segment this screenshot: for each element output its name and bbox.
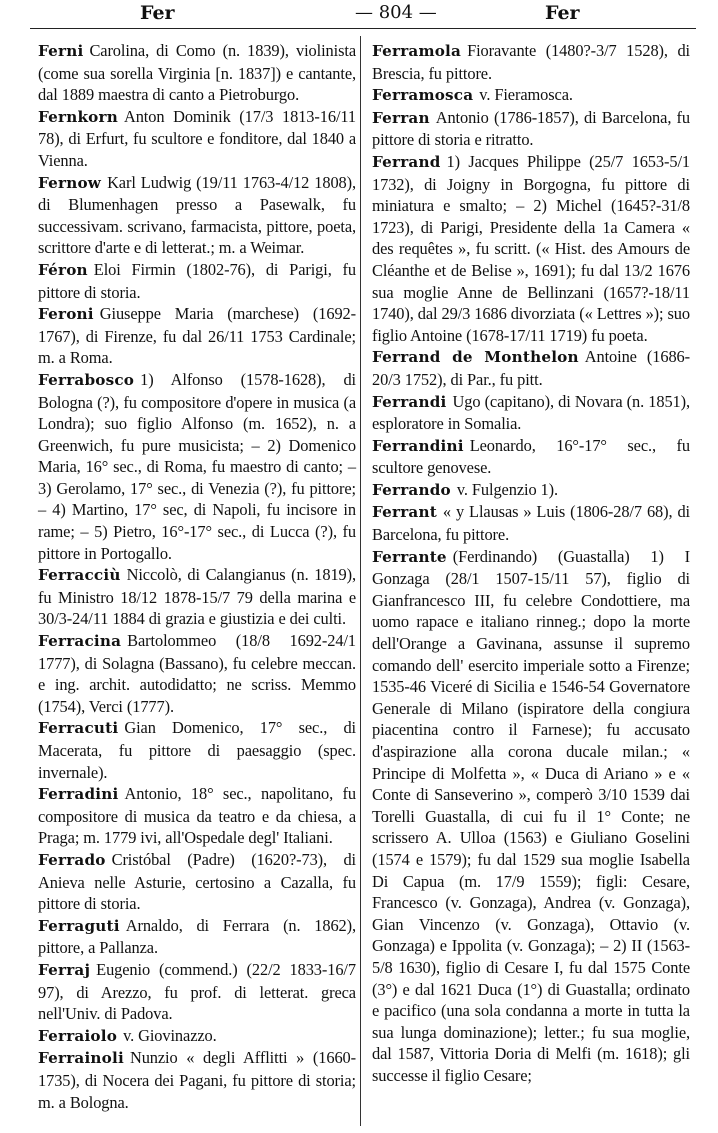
entry-headword: Ferracciù — [38, 566, 121, 585]
entry-text: Antonio (1786-1857), di Barcelona, fu pittore di storia e ritratto. — [372, 107, 690, 150]
column-divider — [360, 36, 361, 1126]
entry-headword: Ferramola — [372, 42, 462, 60]
dictionary-entry — [372, 84, 690, 107]
entry-headword: Fernow — [38, 173, 102, 192]
entry-headword: Ferrainoli — [38, 1049, 124, 1068]
entry-headword: Ferrante — [372, 547, 447, 566]
dictionary-entry — [372, 107, 690, 151]
dictionary-entry — [38, 717, 356, 783]
dictionary-entry — [38, 849, 356, 915]
dictionary-entry — [372, 346, 690, 390]
entry-text: Giuseppe Maria (marchese) (1692-1767), di Firenze, fu dal 26/11 1753 Cardinale; m. a Roma. — [38, 304, 356, 368]
dictionary-entry — [38, 172, 356, 259]
dictionary-entry — [38, 1025, 356, 1048]
dictionary-entry — [372, 435, 690, 479]
entry-headword: Ferrado — [38, 850, 106, 869]
entry-text: Antonio, 18° sec., napolitano, fu compositore di musica da teatro e da chiesa, a Praga; m. 1779 ivi, all'Ospedale degl' Italiani. — [38, 784, 356, 848]
entry-headword: Fernkorn — [38, 107, 118, 126]
entry-headword: Ferramosca — [372, 86, 474, 105]
entry-headword: Ferrando — [372, 480, 451, 499]
right-column — [372, 40, 690, 1087]
left-column — [38, 40, 356, 1113]
dictionary-entry — [372, 479, 690, 502]
entry-text: v. Fieramosca. — [479, 85, 573, 105]
header-rule — [30, 28, 696, 29]
entry-headword: Ferrandi — [372, 392, 447, 411]
entry-headword: Ferradini — [38, 785, 119, 804]
entry-text: v. Fulgenzio 1). — [456, 479, 558, 499]
entry-text: Nunzio « degli Afflitti » (1660-1735), di Nocera dei Pagani, fu pittore di storia; m. a Bologna. — [38, 1048, 356, 1112]
entry-headword: Ferracuti — [38, 719, 119, 738]
dictionary-entry — [38, 369, 356, 564]
entry-headword: Ferrabosco — [38, 370, 135, 389]
dictionary-entry — [38, 783, 356, 849]
entry-headword: Feroni — [38, 305, 94, 324]
entry-text: Fioravante (1480?-3/7 1528), di Brescia, fu pittore. — [372, 41, 690, 83]
entry-headword: Féron — [38, 260, 88, 279]
entry-text: 1) Alfonso (1578-1628), di Bologna (?), fu compositore d'opere in musica (a Londra); suo figlio Alfonso (m. 1652), n. a Greenwich, fu pure musicista; – 2) Domenico Maria, 16° sec., di Roma, fu maestro di canto; – 3) Gerolamo, 17° sec., di Venezia (?), fu pittore; – 4) Martino, 17° sec, di Napoli, fu incisore in rame; – 5) Pietro, 16°-17° sec., di Lucca (?), fu pittore in Portogallo. — [38, 369, 356, 563]
entry-text: Karl Ludwig (19/11 1763-4/12 1808), di Blumenhagen presso a Pasewalk, fu successivam. scrivano, farmacista, pittore, poeta, scrittore d'arte e di letterat.; m. a Weimar. — [38, 172, 356, 258]
entry-text: Cristóbal (Padre) (1620?-73), di Anieva nelle Asturie, certosino a Cazalla, fu pittore di storia. — [38, 849, 356, 914]
entry-headword: Ferni — [38, 42, 84, 60]
entry-text: Bartolommeo (18/8 1692-24/1 1777), di Solagna (Bassano), fu celebre meccan. e ing. archit. autodidatto; ne scriss. Memmo (1754), Verci (1777). — [38, 631, 356, 716]
entry-headword: Ferraguti — [38, 916, 120, 935]
dictionary-entry — [38, 630, 356, 717]
entry-text: Arnaldo, di Ferrara (n. 1862), pittore, a Pallanza. — [38, 915, 356, 958]
entry-headword: Ferran — [372, 108, 430, 127]
entry-headword: Ferrand — [372, 152, 441, 171]
entry-text: Carolina, di Como (n. 1839), violinista (come sua sorella Virginia [n. 1837]) e cantante, dal 1889 maestra di canto a Pietroburgo. — [38, 41, 356, 105]
entry-headword: Ferrandini — [372, 436, 464, 455]
dictionary-entry — [372, 391, 690, 435]
page-number: — 804 — — [355, 2, 437, 23]
entry-headword: Ferracina — [38, 632, 122, 651]
dictionary-entry — [38, 40, 356, 106]
entry-text: Ugo (capitano), di Novara (n. 1851), esploratore in Somalia. — [372, 391, 690, 434]
entry-text: Anton Dominik (17/3 1813-16/11 78), di Erfurt, fu scultore e fonditore, dal 1840 a Vienna. — [38, 106, 356, 170]
dictionary-entry — [372, 40, 690, 84]
entry-text: Eugenio (commend.) (22/2 1833-16/7 97), di Arezzo, fu prof. di letterat. greca nell'Univ. di Padova. — [38, 959, 356, 1024]
entry-text: (Ferdinando) (Guastalla) 1) I Gonzaga (28/1 1507-15/11 57), figlio di Gianfrancesco III, fu celebre Condottiere, ma uomo rapace e italiano rinneg.; dopo la morte dell'Orange a Gavinana, assunse il supremo comando dell' esercito imperiale sotto a Firenze; 1535-46 Viceré di Sicilia e 1546-54 Governatore Generale di Milano (ispiratore della congiura piacentina contro il Farnese); fu accusato d'aspirazione alla corona ducale milan.; « Principe di Molfetta », « Duca di Ariano » e « Conte di Sanseverino », comperò 3/10 1539 dai Torelli Guastalla, di cui fu il 1° Conte; ne scrissero A. Ulloa (1563) e Giuliano Goselini (1574 e 1579); fu dal 1529 sua moglie Isabella Di Capua (m. 17/9 1559); figli: Cesare, Francesco (v. Gonzaga), Andrea (v. Gonzaga), Gian Vincenzo (v. Gonzaga), Ottavio (v. Gonzaga) e Ippolita (v. Gonzaga); – 2) II (1563-5/8 1630), figlio di Cesare I, fu dal 1575 Conte (3°) e dal 1621 Duca (1°) di Guastalla; ordinato e pacifico (una sola condanna a morte in tutta la sua lunga dominazione); letter.; fu sua moglie, dal 1587, Vittoria Doria di Melfi (m. 1618); gli successe il figlio Cesare; — [372, 546, 690, 1085]
dictionary-entry — [38, 259, 356, 303]
entry-text: « y Llausas » Luis (1806-28/7 68), di Barcelona, fu pittore. — [372, 502, 690, 545]
dictionary-entry — [372, 501, 690, 545]
dictionary-entry — [38, 1047, 356, 1113]
entry-text: Eloi Firmin (1802-76), di Parigi, fu pittore di storia. — [38, 259, 356, 302]
entry-text: Gian Domenico, 17° sec., di Macerata, fu pittore di paesaggio (spec. invernale). — [38, 718, 356, 782]
dictionary-entry — [38, 303, 356, 369]
dictionary-entry — [372, 151, 690, 346]
entry-headword: Ferrant — [372, 503, 437, 522]
dictionary-entry — [38, 106, 356, 172]
dictionary-entry — [38, 959, 356, 1025]
entry-headword: Ferraiolo — [38, 1026, 118, 1045]
entry-headword: Ferraj — [38, 960, 91, 979]
entry-text: v. Giovinazzo. — [123, 1025, 217, 1045]
header-right-guideword: Fer — [545, 2, 580, 24]
dictionary-entry — [38, 564, 356, 630]
entry-headword: Ferrand de Monthelon — [372, 348, 579, 367]
entry-text: 1) Jacques Philippe (25/7 1653-5/1 1732), di Joigny in Borgogna, fu pittore di miniatura e smalto; – 2) Michel (1645?-31/8 1723), di Parigi, Presidente della 1a Camera « des requêtes », fu scritt. (« Hist. des Amours de Cléanthe et de Belise », 1691); fu dal 13/2 1676 sua moglie Anne de Bellinzani (1657?-18/11 1740), dal 29/3 1686 divorziata (« Lettres »); suo figlio Antoine (1678-17/11 1719) fu poeta. — [372, 151, 690, 345]
dictionary-entry — [38, 915, 356, 959]
dictionary-entry — [372, 546, 690, 1087]
entry-text: Leonardo, 16°-17° sec., fu scultore genovese. — [372, 435, 690, 478]
page-header — [30, 2, 696, 28]
header-left-guideword: Fer — [140, 2, 175, 24]
entry-text: Niccolò, di Calangianus (n. 1819), fu Ministro 18/12 1878-15/7 79 della marina e 30/3-24/11 1884 di grazia e giustizia e dei culti. — [38, 565, 356, 629]
entry-text: Antoine (1686-20/3 1752), di Par., fu pitt. — [372, 347, 691, 389]
